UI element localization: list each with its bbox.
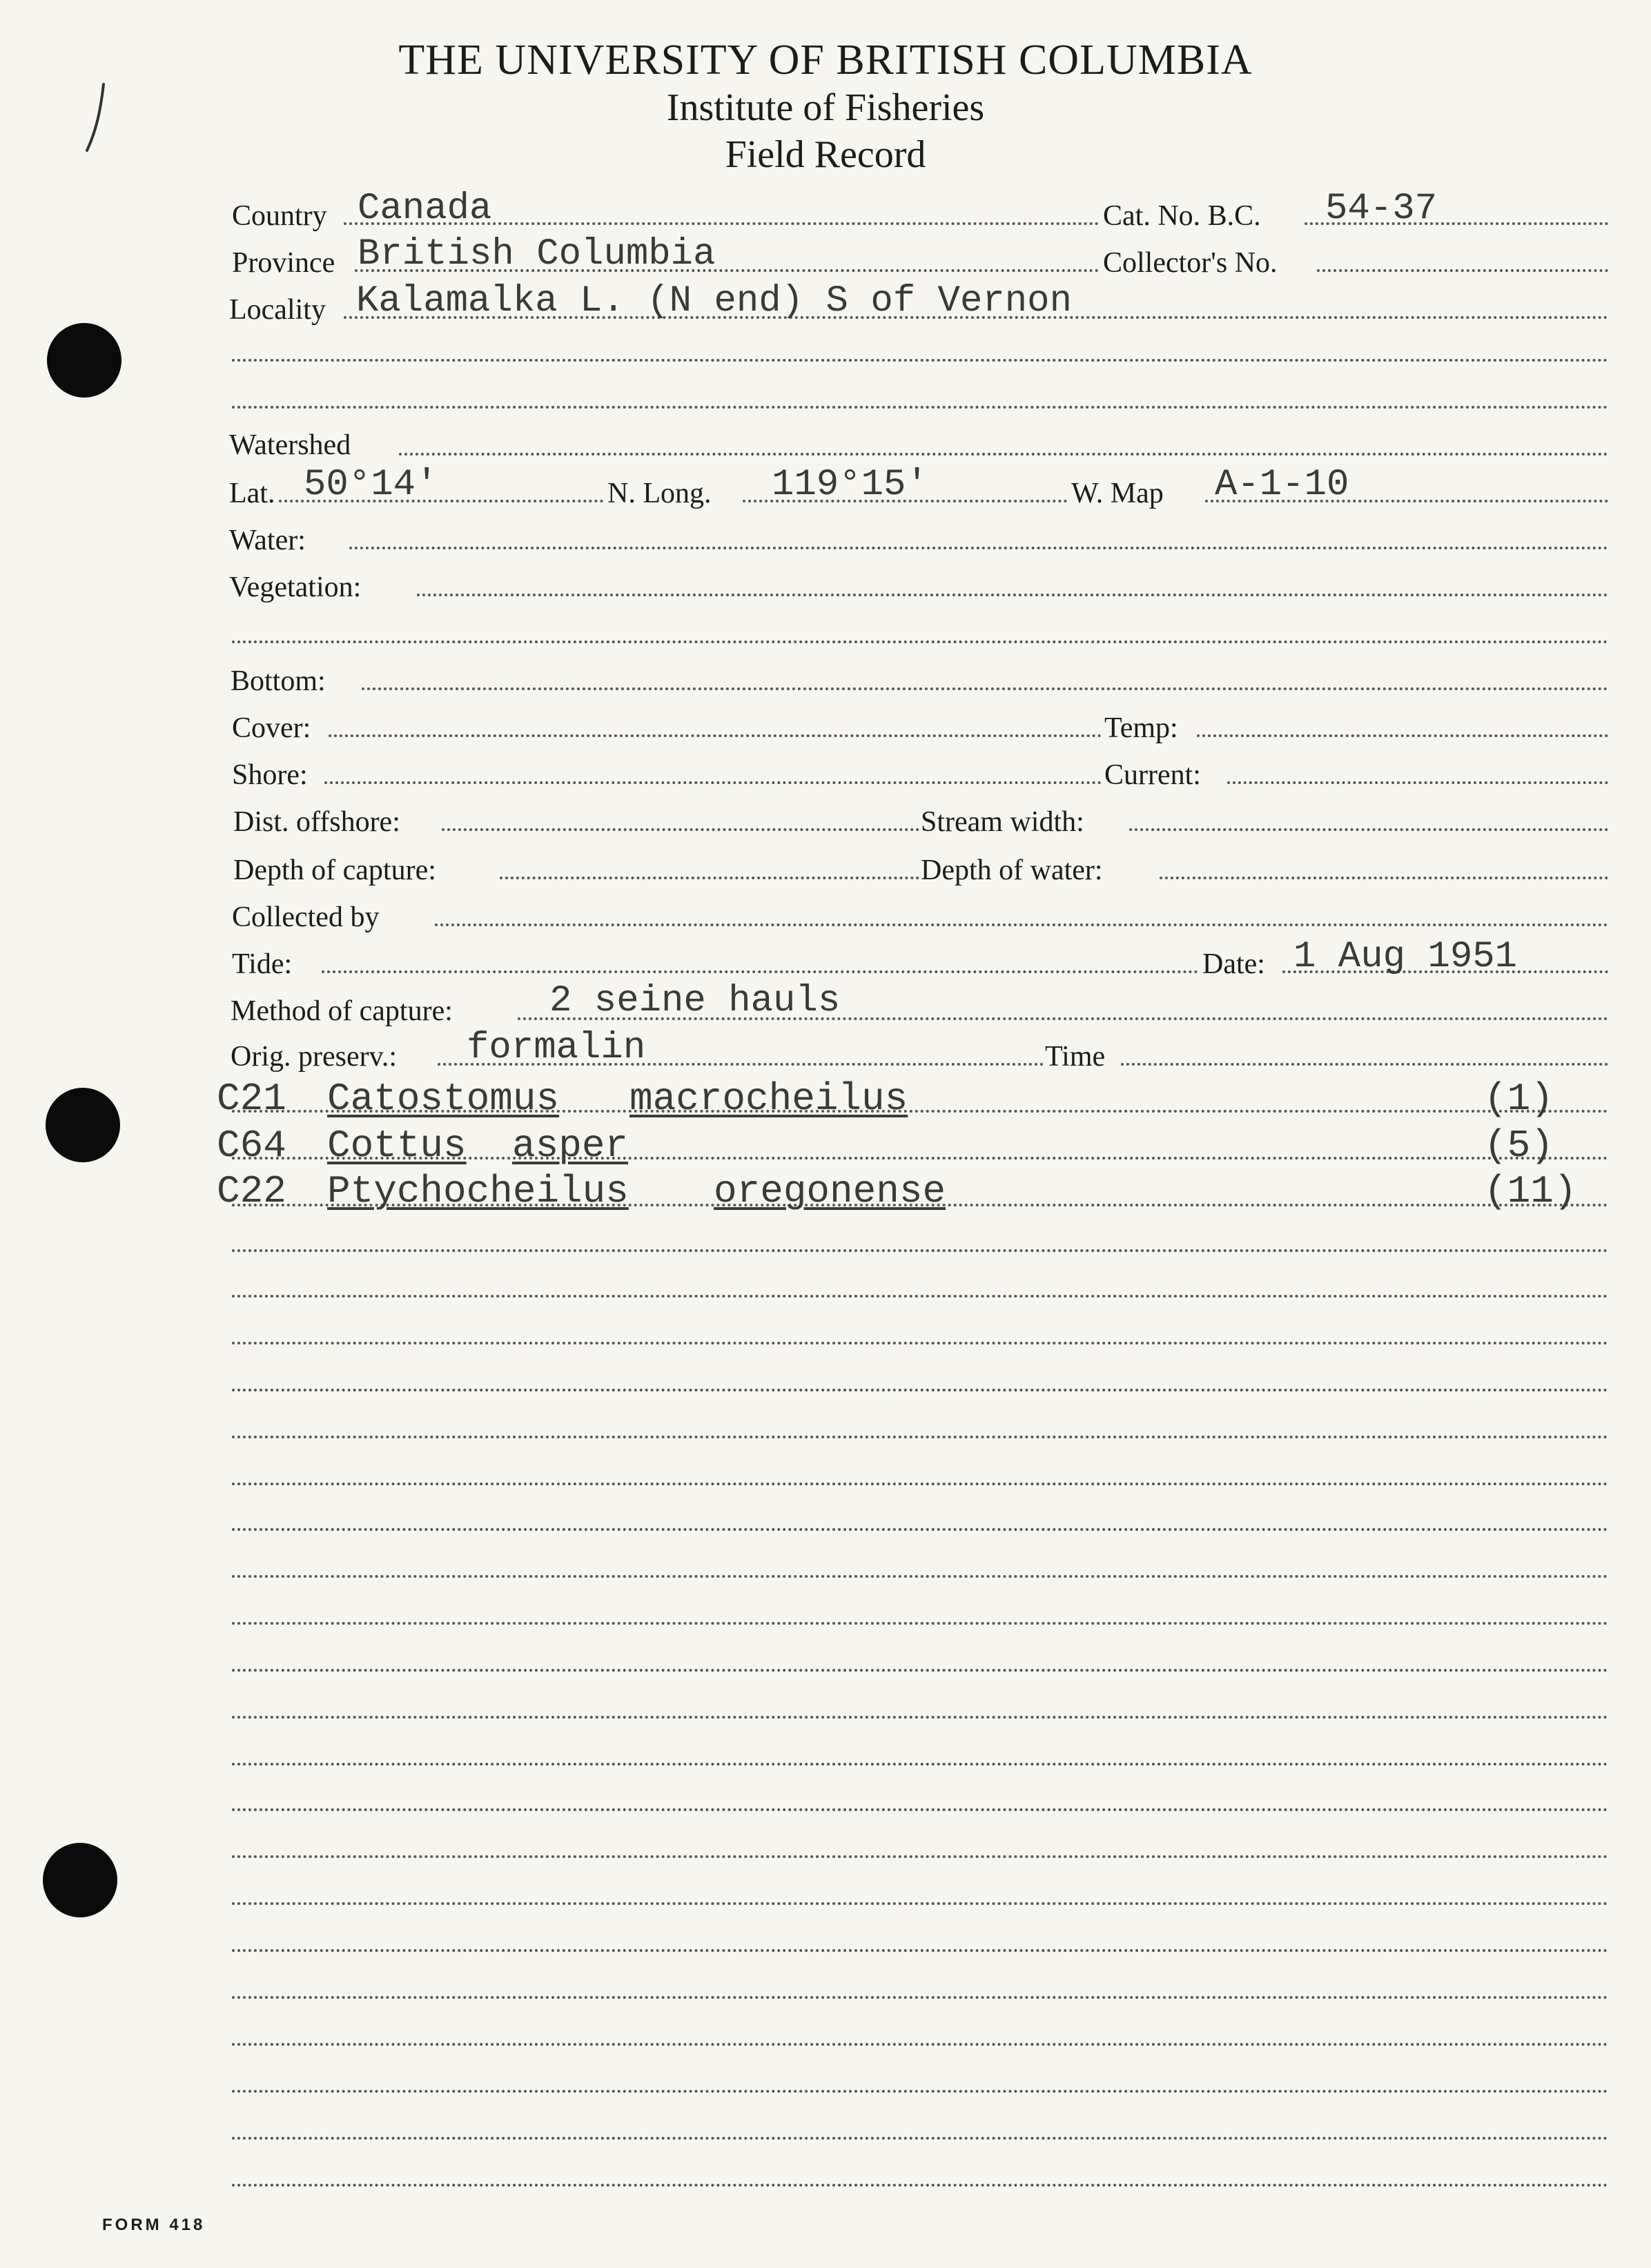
stream-width-line	[1129, 828, 1608, 831]
country-label: Country	[232, 200, 327, 232]
collectors-no-label: Collector's No.	[1103, 247, 1278, 279]
specimen-count: (5)	[1484, 1124, 1554, 1168]
university-title: THE UNIVERSITY OF BRITISH COLUMBIA	[398, 37, 1253, 84]
dist-offshore-label: Dist. offshore:	[233, 806, 400, 838]
stream-width-label: Stream width:	[921, 806, 1084, 838]
depth-water-label: Depth of water:	[921, 854, 1103, 886]
vegetation-line	[417, 594, 1608, 596]
watershed-label: Watershed	[229, 429, 351, 461]
specimen-genus: Catostomus	[327, 1077, 560, 1121]
locality-value: Kalamalka L. (N end) S of Vernon	[356, 280, 1072, 322]
blank-line	[232, 1528, 1608, 1531]
n-long-label: N. Long.	[607, 478, 712, 509]
lat-label: Lat.	[229, 478, 275, 509]
blank-line	[232, 1295, 1608, 1298]
date-label: Date:	[1202, 948, 1265, 980]
method-label: Method of capture:	[231, 995, 453, 1027]
blank-line	[232, 1763, 1608, 1766]
bottom-label: Bottom:	[231, 665, 326, 697]
specimen-code: C64	[217, 1124, 286, 1168]
water-label: Water:	[229, 525, 306, 556]
watershed-line	[399, 453, 1608, 456]
blank-line	[232, 1996, 1608, 1999]
current-label: Current:	[1104, 759, 1201, 791]
w-map-label: W. Map	[1071, 478, 1164, 509]
locality-extra-line-2	[232, 406, 1608, 409]
lat-value: 50°14'	[304, 464, 438, 506]
blank-line	[232, 1902, 1608, 1905]
depth-capture-label: Depth of capture:	[233, 854, 436, 886]
depth-water-line	[1160, 877, 1608, 879]
specimen-code: C22	[217, 1169, 286, 1213]
method-value: 2 seine hauls	[549, 980, 841, 1022]
blank-line	[232, 1855, 1608, 1858]
water-line	[349, 547, 1608, 549]
preserv-value: formalin	[467, 1027, 646, 1069]
punch-hole-middle	[46, 1088, 120, 1162]
specimen-code: C21	[217, 1077, 286, 1121]
specimen-genus: Ptychocheilus	[327, 1169, 629, 1213]
blank-line	[232, 1389, 1608, 1391]
bottom-line	[362, 687, 1608, 690]
time-label: Time	[1045, 1041, 1106, 1073]
blank-line	[232, 1622, 1608, 1625]
blank-line	[232, 1669, 1608, 1672]
blank-line	[232, 1949, 1608, 1952]
date-value: 1 Aug 1951	[1293, 936, 1518, 978]
blank-line	[232, 1249, 1608, 1252]
cover-label: Cover:	[232, 712, 311, 744]
shore-line	[324, 781, 1102, 784]
current-line	[1227, 781, 1608, 784]
record-title: Field Record	[725, 133, 926, 176]
institute-title: Institute of Fisheries	[666, 86, 985, 129]
cat-no-label: Cat. No. B.C.	[1103, 200, 1261, 232]
specimen-species: oregonense	[714, 1169, 946, 1213]
locality-label: Locality	[229, 294, 326, 326]
blank-line	[232, 1483, 1608, 1485]
temp-label: Temp:	[1104, 712, 1178, 744]
form-number: FORM 418	[102, 2216, 206, 2234]
punch-hole-top	[47, 323, 121, 398]
blank-line	[232, 1808, 1608, 1811]
map-value: A-1-10	[1215, 464, 1349, 506]
specimen-count: (11)	[1484, 1169, 1577, 1213]
blank-line	[232, 1575, 1608, 1578]
depth-capture-line	[500, 877, 919, 879]
orig-preserv-label: Orig. preserv.:	[231, 1041, 398, 1073]
blank-line	[232, 2043, 1608, 2046]
blank-line	[232, 2090, 1608, 2093]
blank-line	[232, 2184, 1608, 2187]
locality-extra-line-1	[232, 359, 1608, 362]
tide-label: Tide:	[232, 948, 293, 980]
collectors-no-line	[1317, 269, 1608, 272]
cat-no-value: 54-37	[1325, 188, 1438, 230]
vegetation-extra-line	[232, 641, 1608, 643]
specimen-species: asper	[512, 1124, 629, 1168]
dist-offshore-line	[442, 828, 919, 831]
punch-hole-bottom	[43, 1843, 117, 1917]
blank-line	[232, 1342, 1608, 1345]
blank-line	[232, 2137, 1608, 2140]
specimen-genus: Cottus	[327, 1124, 467, 1168]
collected-by-label: Collected by	[232, 901, 380, 933]
collected-by-line	[435, 923, 1608, 926]
specimen-count: (1)	[1484, 1077, 1554, 1121]
vegetation-label: Vegetation:	[229, 571, 362, 603]
province-value: British Columbia	[358, 233, 716, 275]
cover-line	[329, 734, 1102, 737]
long-value: 119°15'	[772, 464, 928, 506]
time-line	[1121, 1063, 1608, 1066]
temp-line	[1197, 734, 1608, 737]
blank-line	[232, 1436, 1608, 1438]
specimen-species: macrocheilus	[629, 1077, 908, 1121]
shore-label: Shore:	[232, 759, 308, 791]
tide-line	[322, 970, 1198, 973]
province-label: Province	[232, 247, 335, 279]
blank-line	[232, 1716, 1608, 1719]
country-value: Canada	[358, 188, 492, 230]
